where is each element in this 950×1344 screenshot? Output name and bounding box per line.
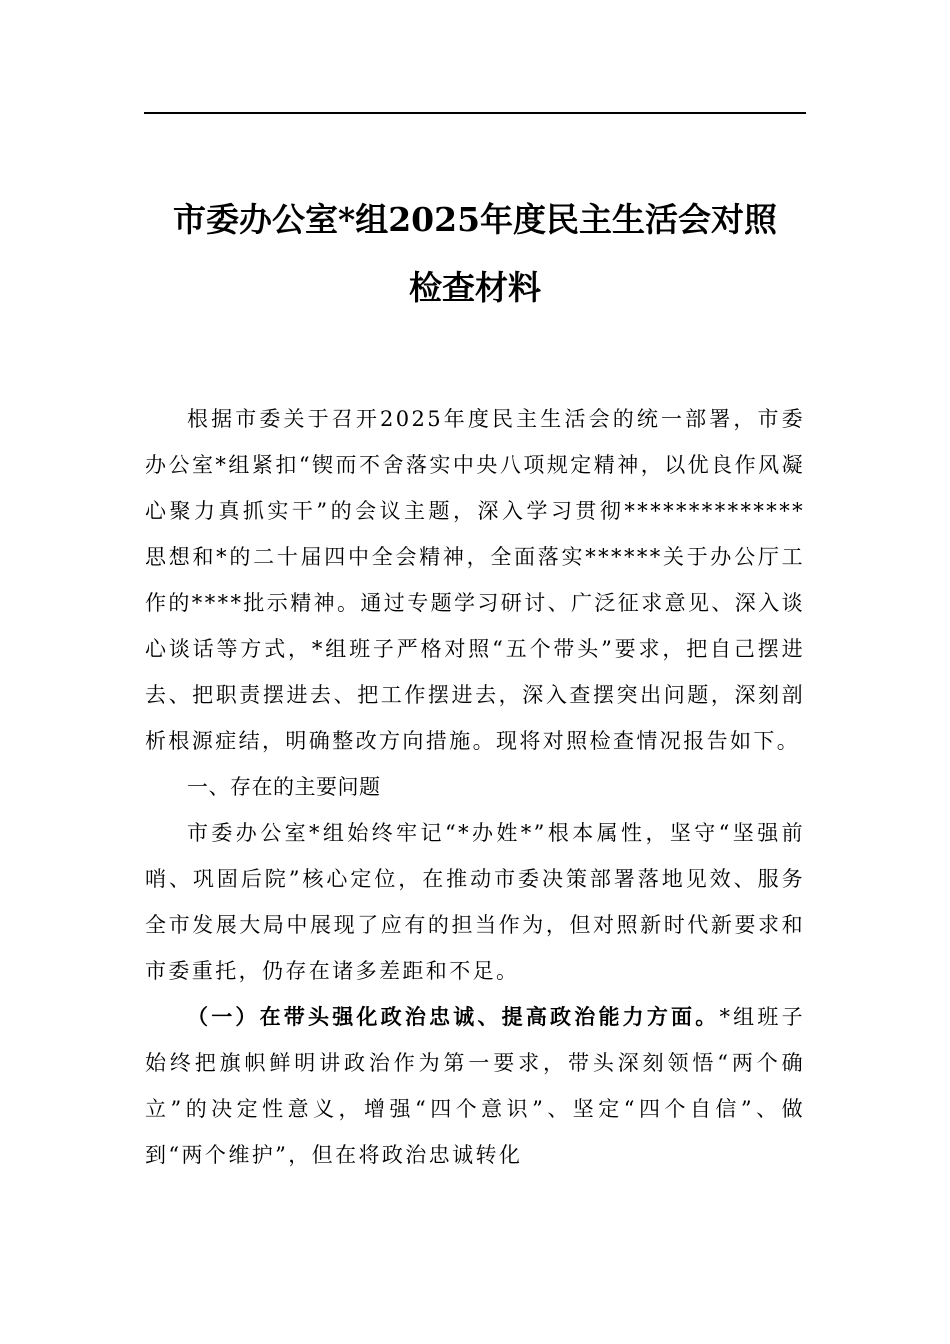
section-1-heading: 一、存在的主要问题 xyxy=(187,775,381,799)
section-1-paragraph: 市委办公室*组始终牢记“*办姓*”根本属性，坚守“坚强前哨、巩固后院”核心定位，在推动市委决策部署落地见效、服务全市发展大局中展现了应有的担当作为，但对照新时代新要求和市委重托，仍存在诸多差距和不足。 xyxy=(145,821,805,983)
document-body xyxy=(145,396,805,1178)
document-title-line-2: 检查材料 xyxy=(409,268,541,307)
header-rule xyxy=(144,112,806,114)
intro-paragraph: 根据市委关于召开2025年度民主生活会的统一部署，市委办公室*组紧扣“锲而不舍落实中央八项规定精神，以优良作风凝心聚力真抓实干”的会议主题，深入学习贯彻**************思想和*的二十届四中全会精神，全面落实******关于办公厅工作的****批示精神。通过专题学习研讨、广泛征求意见、深入谈心谈话等方式，*组班子严格对照“五个带头”要求，把自己摆进去、把职责摆进去、把工作摆进去，深入查摆突出问题，深刻剖析根源症结，明确整改方向措施。现将对照检查情况报告如下。 xyxy=(145,407,805,753)
subsection-1-paragraph xyxy=(145,994,805,1178)
subsection-1-heading: （一）在带头强化政治忠诚、提高政治能力方面。 xyxy=(187,1004,720,1029)
document-title-line-1: 市委办公室*组2025年度民主生活会对照 xyxy=(172,200,778,239)
subsection-1-text: *组班子始终把旗帜鲜明讲政治作为第一要求，带头深刻领悟“两个确立”的决定性意义，增强“四个意识”、坚定“四个自信”、做到“两个维护”，但在将政治忠诚转化 xyxy=(145,1005,805,1167)
